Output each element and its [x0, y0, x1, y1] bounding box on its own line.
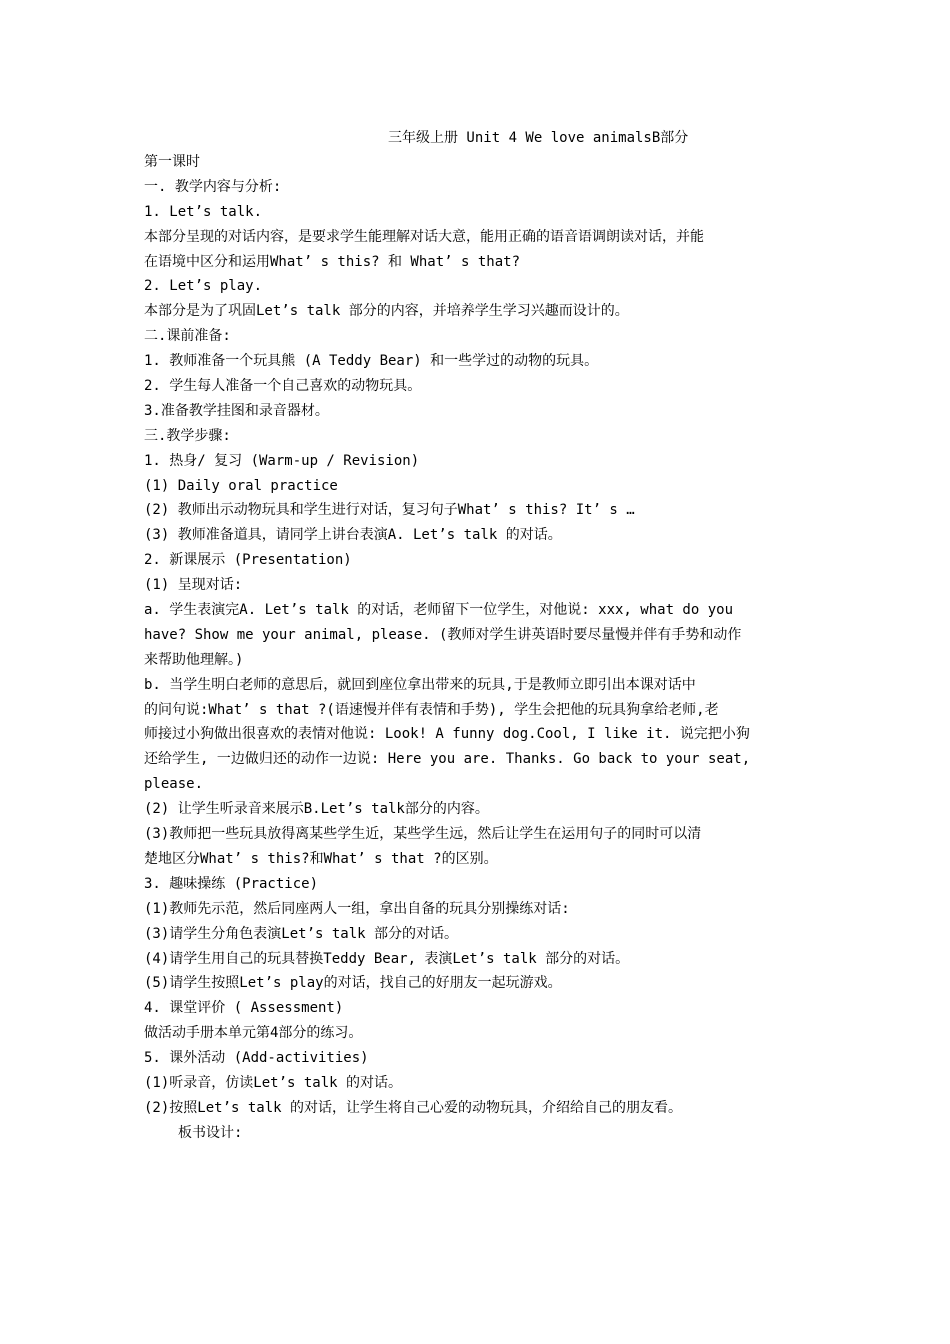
text-line: (2) 教师出示动物玩具和学生进行对话，复习句子What’ s this? It’ s … [144, 502, 635, 519]
text-line: 3. 趣味操练 (Practice) [144, 875, 319, 892]
text-line: 1. 热身/ 复习 (Warm-up / Revision) [144, 452, 420, 469]
blackboard-design-heading: 板书设计: [178, 1124, 243, 1141]
text-line: (3) 教师准备道具，请同学上讲台表演A. Let’s talk 的对话。 [144, 527, 562, 544]
text-line: (3)教师把一些玩具放得离某些学生近，某些学生远，然后让学生在运用句子的同时可以清 [144, 826, 702, 843]
text-line: (2)按照Let’s talk 的对话，让学生将自己心爱的动物玩具，介绍给自己的朋友看。 [144, 1099, 683, 1116]
text-line: 师接过小狗做出很喜欢的表情对他说: Look! A funny dog.Cool, I like it. 说完把小狗 [144, 726, 750, 743]
text-line: b. 当学生明白老师的意思后，就回到座位拿出带来的玩具,于是教师立即引出本课对话中 [144, 676, 696, 693]
text-line: 的问句说:What’ s that ?(语速慢并伴有表情和手势), 学生会把他的玩具狗拿给老师,老 [144, 701, 719, 718]
text-line: 第一课时 [144, 154, 200, 170]
text-line: 2. 新课展示 (Presentation) [144, 552, 352, 569]
text-line: please. [144, 776, 204, 793]
text-line: (1)教师先示范，然后同座两人一组，拿出自备的玩具分别操练对话: [144, 900, 570, 917]
section-heading: 二.课前准备: [144, 328, 231, 345]
section-heading: 一. 教学内容与分析: [144, 178, 282, 195]
text-line: 来帮助他理解。) [144, 651, 244, 668]
text-line: (1) Daily oral practice [144, 477, 338, 494]
text-line: 本部分是为了巩固Let’s talk 部分的内容，并培养学生学习兴趣而设计的。 [144, 303, 629, 320]
text-line: (3)请学生分角色表演Let’s talk 部分的对话。 [144, 925, 459, 942]
text-line: (4)请学生用自己的玩具替换Teddy Bear, 表演Let’s talk 部分的对话。 [144, 950, 630, 967]
text-line: 做活动手册本单元第4部分的练习。 [144, 1025, 363, 1042]
text-line: 1. Let’s talk. [144, 203, 263, 220]
document-title: 三年级上册 Unit 4 We love animalsB部分 [388, 130, 689, 146]
text-line: (2) 让学生听录音来展示B.Let’s talk部分的内容。 [144, 801, 489, 818]
text-line: 5. 课外活动 (Add-activities) [144, 1050, 369, 1067]
text-line: 2. Let’s play. [144, 278, 263, 295]
text-line: 在语境中区分和运用What’ s this? 和 What’ s that? [144, 253, 521, 270]
text-line: (1) 呈现对话: [144, 577, 243, 594]
section-heading: 三.教学步骤: [144, 427, 231, 444]
text-line: (1)听录音，仿读Let’s talk 的对话。 [144, 1074, 403, 1091]
text-line: a. 学生表演完A. Let’s talk 的对话，老师留下一位学生，对他说: xxx, what do you [144, 602, 734, 619]
text-line: 4. 课堂评价 ( Assessment) [144, 1000, 344, 1017]
text-line: 2. 学生每人准备一个自己喜欢的动物玩具。 [144, 378, 422, 395]
text-line: 楚地区分What’ s this?和What’ s that ?的区别。 [144, 850, 498, 867]
text-line: (5)请学生按照Let’s play的对话，找自己的好朋友一起玩游戏。 [144, 975, 562, 992]
text-line: 1. 教师准备一个玩具熊 (A Teddy Bear) 和一些学过的动物的玩具。 [144, 353, 599, 370]
text-line: 本部分呈现的对话内容，是要求学生能理解对话大意，能用正确的语音语调朗读对话，并能 [144, 228, 704, 245]
text-line: 还给学生, 一边做归还的动作一边说: Here you are. Thanks. Go back to your seat, [144, 751, 751, 768]
text-line: 3.准备教学挂图和录音器材。 [144, 402, 329, 419]
text-line: have? Show me your animal, please. (教师对学生讲英语时要尽量慢并伴有手势和动作 [144, 626, 742, 643]
document-body [144, 150, 808, 1146]
